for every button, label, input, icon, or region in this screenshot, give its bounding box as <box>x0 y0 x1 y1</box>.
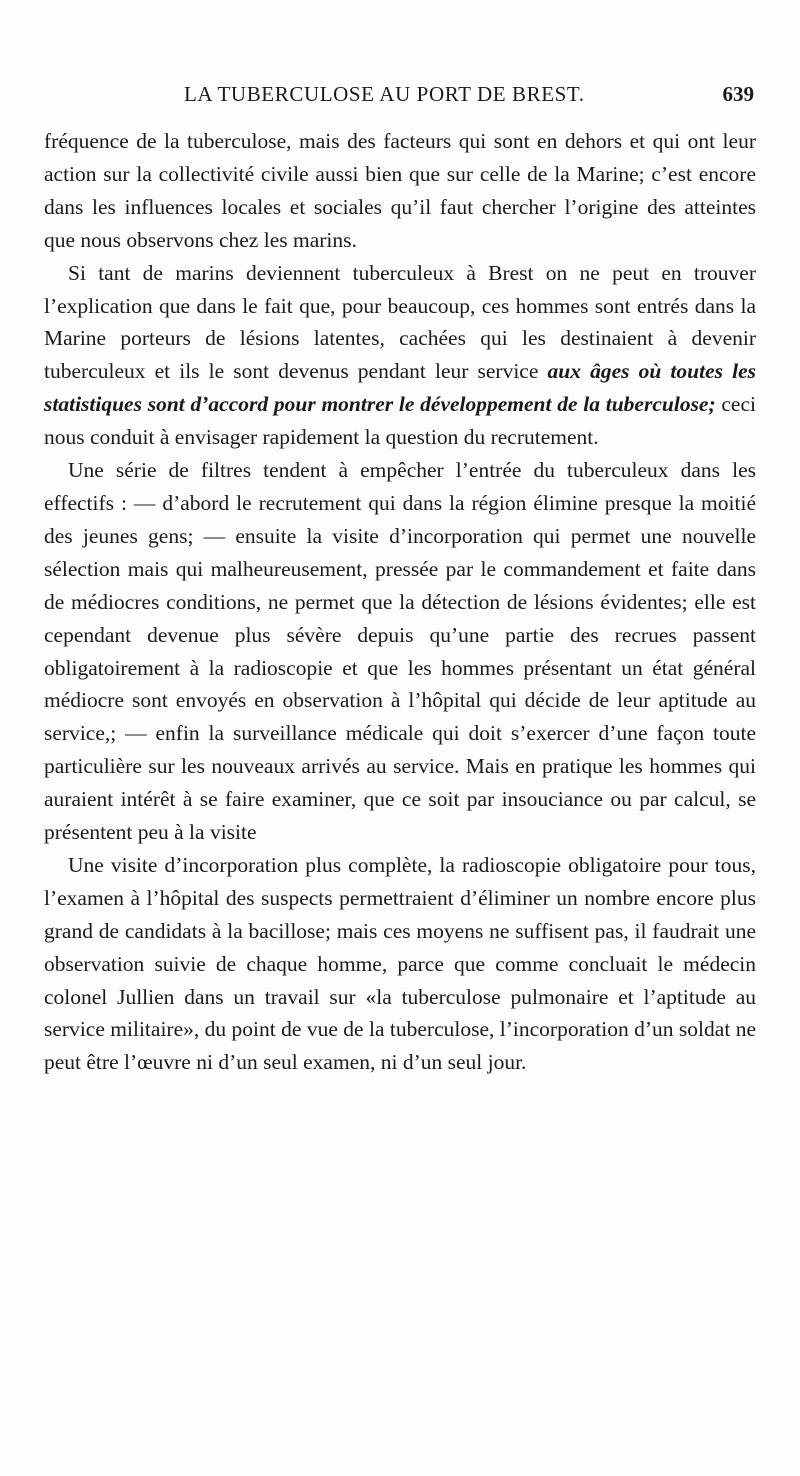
paragraph-3 <box>44 454 756 849</box>
body-text <box>44 125 756 1079</box>
paragraph-1-text: fréquence de la tuberculose, mais des facteurs qui sont en dehors et qui ont leur action sur la collectivité civile aussi bien que sur celle de la Marine; c’est encore dans les influences locales et sociales qu’il faut chercher l’origine des atteintes que nous observons chez les marins. <box>44 129 756 252</box>
paragraph-2 <box>44 257 756 454</box>
page-header <box>44 82 754 112</box>
running-head: LA TUBERCULOSE AU PORT DE BREST. <box>184 82 585 106</box>
paragraph-2-text-end: ceci nous conduit à envisager rapidement la question du recrutement. <box>44 392 756 450</box>
paragraph-4-text: Une visite d’incorporation plus complète, la radioscopie obligatoire pour tous, l’examen à l’hôpital des suspects permettraient d’éliminer un nombre encore plus grand de candidats à la bacillose; mais ces moyens ne suffisent pas, il faudrait une observation suivie de chaque homme, parce que comme concluait le médecin colonel Jullien dans un travail sur «la tuberculose pulmonaire et l’aptitude au service militaire», du point de vue de la tuberculose, l’incorporation d’un soldat ne peut être l’œuvre ni d’un seul examen, ni d’un seul jour. <box>44 852 756 1075</box>
paragraph-2-italic-emphasis: aux âges où toutes les statistiques sont d’accord pour montrer le développement de la tuberculose; <box>44 359 756 417</box>
page-number: 639 <box>722 82 754 106</box>
paragraph-4 <box>44 849 756 1079</box>
paragraph-1 <box>44 125 756 257</box>
paragraph-3-text: Une série de filtres tendent à empêcher l’entrée du tuberculeux dans les effectifs : — d’abord le recrutement qui dans la région élimine presque la moitié des jeunes gens; — ensuite la visite d’incorporation qui permet une nouvelle sélection mais qui malheureusement, pressée par le commandement et faite dans de médiocres conditions, ne permet que la détection de lésions évidentes; elle est cependant devenue plus sévère depuis qu’une partie des recrues passent obligatoirement à la radioscopie et que les hommes présentant un état général médiocre sont envoyés en observation à l’hôpital qui décide de leur aptitude au service,; — enfin la surveillance médicale qui doit s’exercer d’une façon toute particulière sur les nouveaux arrivés au service. Mais en pratique les hommes qui auraient intérêt à se faire examiner, que ce soit par insouciance ou par calcul, se présentent peu à la visite <box>44 458 756 845</box>
paragraph-2-text-start: Si tant de marins deviennent tuberculeux à Brest on ne peut en trouver l’explication que dans le fait que, pour beaucoup, ces hommes sont entrés dans la Marine porteurs de lésions latentes, cachées qui les destinaient à devenir tuberculeux et ils le sont devenus pendant leur service <box>44 260 756 384</box>
